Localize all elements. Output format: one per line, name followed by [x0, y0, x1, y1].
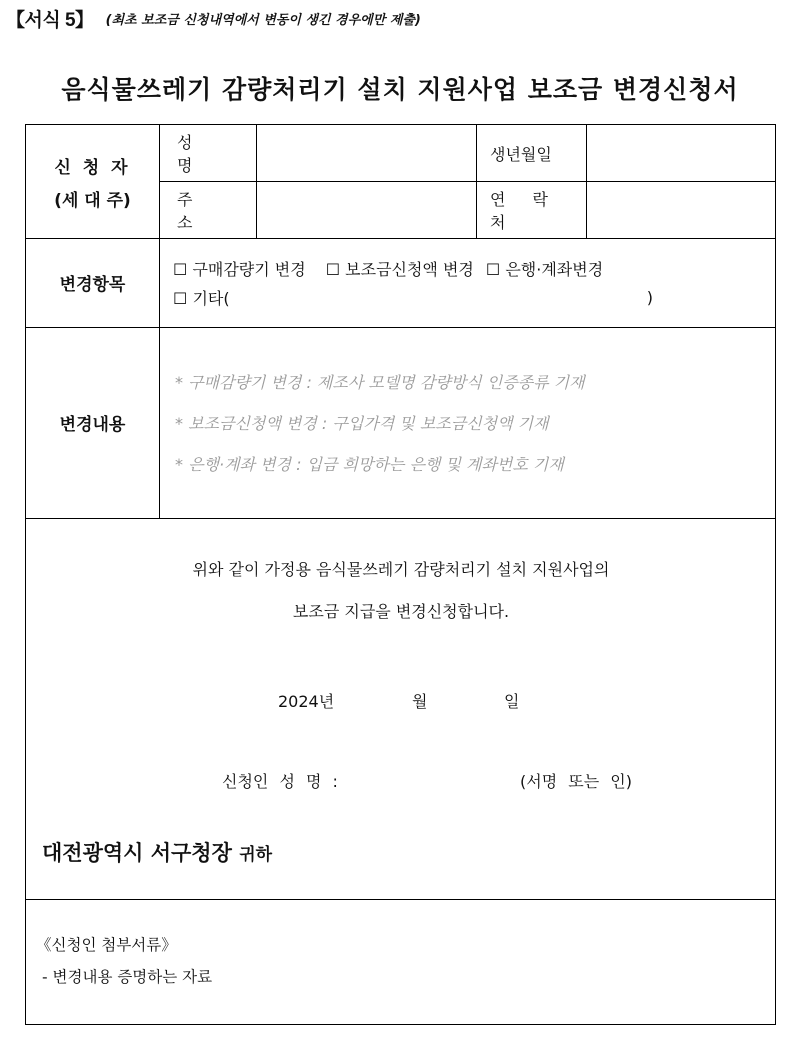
option-other-close: ) [646, 287, 653, 307]
attachments-title: 《신청인 첨부서류》 [36, 936, 177, 954]
address-label: 주 소 [177, 189, 211, 232]
option-amount-change-label: 보조금신청액 변경 [345, 259, 474, 279]
applicant-section-label [26, 125, 159, 238]
hint-amount-change: * 보조금신청액 변경 : 구입가격 및 보조금신청액 기재 [175, 414, 549, 433]
birth-field[interactable] [586, 125, 776, 181]
divider [26, 899, 776, 900]
name-label: 성 명 [177, 133, 211, 175]
addressee-honorific: 귀하 [239, 845, 273, 865]
date-month: 월 [412, 692, 428, 711]
date-year: 2024년 [278, 692, 335, 711]
statement-line-1: 위와 같이 가정용 음식물쓰레기 감량처리기 설치 지원사업의 [192, 560, 610, 579]
birth-label: 생년월일 [490, 144, 552, 164]
name-label-cell [159, 125, 256, 181]
change-items-label-cell [26, 238, 159, 327]
application-form [25, 124, 776, 1025]
householder-label: (세 대 주) [54, 190, 131, 211]
option-bank-change[interactable]: ☐ 은행·계좌변경 [485, 259, 604, 279]
signer-name-input[interactable] [386, 765, 516, 791]
change-items-options [159, 238, 776, 327]
hint-bank-change: * 은행·계좌 변경 : 입금 희망하는 은행 및 계좌번호 기재 [175, 455, 564, 474]
option-device-change[interactable]: ☐ 구매감량기 변경 [173, 259, 306, 279]
signature-note: (서명 또는 인) [520, 772, 632, 791]
option-device-change-label: 구매감량기 변경 [192, 259, 306, 279]
birth-label-cell [476, 125, 586, 181]
address-field[interactable] [256, 181, 476, 238]
hint-device-change: * 구매감량기 변경 : 제조사 모델명 감량방식 인증종류 기재 [175, 373, 585, 392]
submission-note: (최초 보조금 신청내역에서 변동이 생긴 경우에만 제출) [105, 12, 421, 28]
name-field[interactable] [256, 125, 476, 181]
option-amount-change[interactable]: ☐ 보조금신청액 변경 [325, 259, 474, 279]
change-items-label: 변경항목 [59, 275, 126, 295]
change-content-label: 변경내용 [59, 415, 126, 435]
document-title: 음식물쓰레기 감량처리기 설치 지원사업 보조금 변경신청서 [61, 75, 739, 104]
statement-line-2: 보조금 지급을 변경신청합니다. [292, 602, 510, 621]
change-content-label-cell [26, 327, 159, 518]
addressee [42, 837, 272, 867]
option-other[interactable]: ☐ 기타( [173, 288, 230, 308]
addressee-office: 대전광역시 서구청장 [42, 841, 232, 865]
address-label-cell [159, 181, 256, 238]
divider [26, 518, 776, 519]
option-bank-change-label: 은행·계좌변경 [505, 259, 604, 279]
attachments-item: - 변경내용 증명하는 자료 [42, 968, 213, 986]
signer-name-label: 신청인 성 명 : [222, 772, 338, 791]
contact-label-cell [476, 181, 586, 238]
change-content-field[interactable] [159, 327, 776, 518]
option-other-label: 기타( [192, 288, 230, 308]
date-day: 일 [504, 692, 520, 711]
form-number-tag: 【서식 5】 [6, 9, 94, 31]
contact-field[interactable] [586, 181, 776, 238]
applicant-label: 신 청 자 [54, 157, 131, 178]
contact-label: 연 락 처 [490, 189, 559, 232]
form-header [6, 4, 421, 32]
